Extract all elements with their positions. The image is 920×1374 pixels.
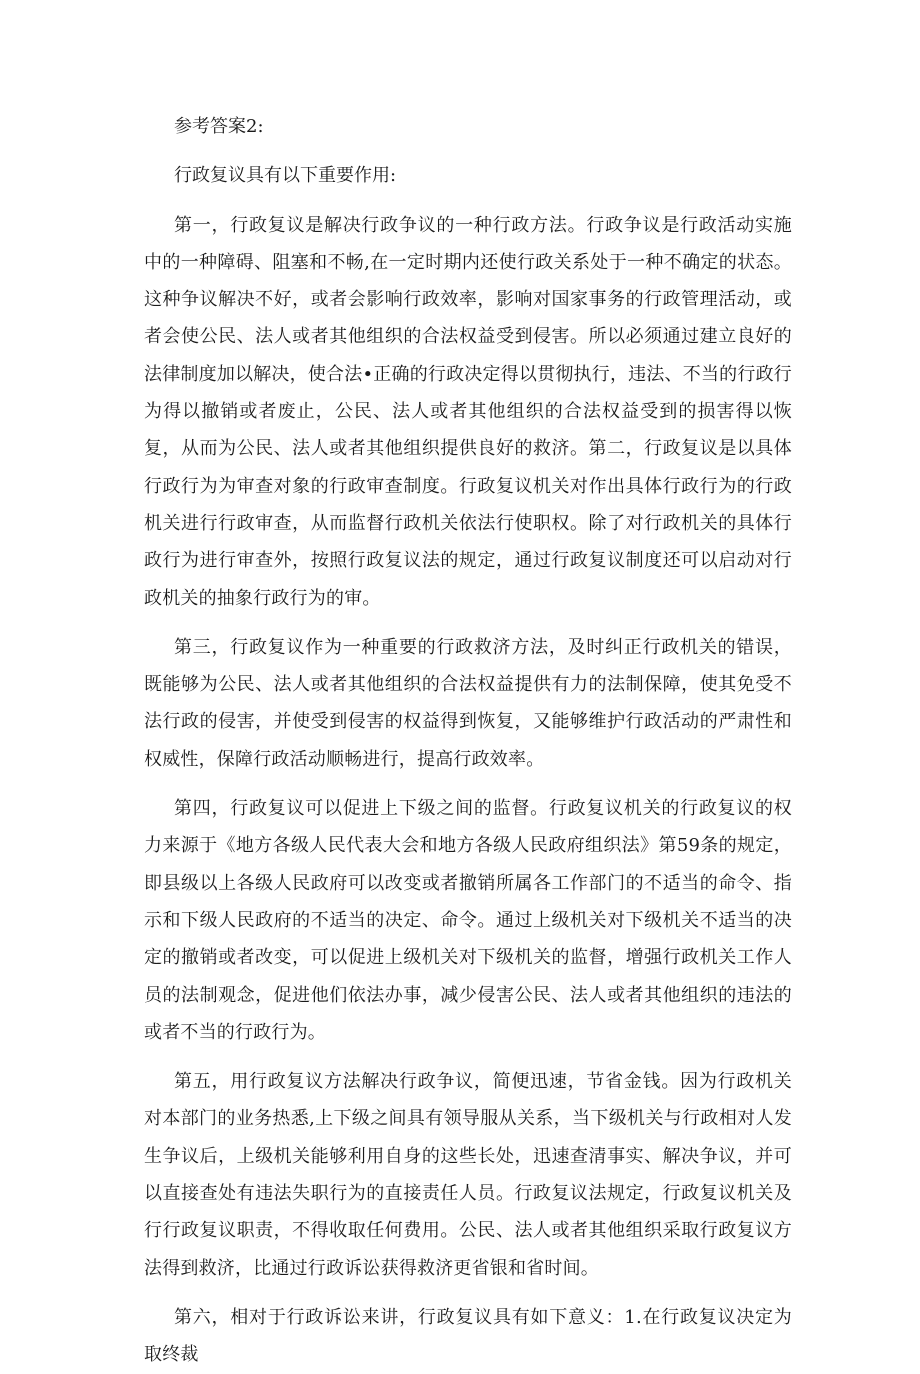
paragraph-5: 第六，相对于行政诉讼来讲，行政复议具有如下意义：1.在行政复议决定为取终裁 bbox=[144, 1306, 792, 1366]
paragraph-4: 第五，用行政复议方法解决行政争议，简便迅速，节省金钱。因为行政机关对本部门的业务热悉,上下级之间具有领导服从关系，当下级机关与行政相对人发生争议后，上级机关能够利用自身的这些长处，迅速查清事实、解决争议，并可以直接查处有违法失职行为的直接责任人员。行政复议法规定，行政复议机关及行行政复议职责，不得收取任何费用。公民、法人或者其他组织采取行政复议方法得到救济，比通过行政诉讼获得救济更省银和省时间。 bbox=[144, 1071, 792, 1279]
answer-heading: 参考答案2: bbox=[174, 116, 264, 137]
paragraph-2: 第三，行政复议作为一种重要的行政救济方法，及时纠正行政机关的错误，既能够为公民、法人或者其他组织的合法权益提供有力的法制保障，使其免受不法行政的侵害，并使受到侵害的权益得到恢复，又能够维护行政活动的严肃性和权威性，保障行政活动顺畅进行，提高行政效率。 bbox=[144, 636, 792, 770]
paragraph-3: 第四，行政复议可以促进上下级之间的监督。行政复议机关的行政复议的权力来源于《地方各级人民代表大会和地方各级人民政府组织法》第59条的规定，即县级以上各级人民政府可以改变或者撤销所属各工作部门的不适当的命令、指示和下级人民政府的不适当的决定、命令。通过上级机关对下级机关不适当的决定的撤销或者改变，可以促进上级机关对下级机关的监督，增强行政机关工作人员的法制观念，促进他们依法办事，减少侵害公民、法人或者其他组织的违法的或者不当的行政行为。 bbox=[144, 798, 792, 1043]
intro-line: 行政复议具有以下重要作用: bbox=[174, 165, 397, 187]
document-page bbox=[144, 108, 792, 1374]
paragraph-1: 第一，行政复议是解决行政争议的一种行政方法。行政争议是行政活动实施中的一种障碍、阻塞和不畅,在一定时期内还使行政关系处于一种不确定的状态。这种争议解决不好，或者会影响行政效率，影响对国家事务的行政管理活动，或者会使公民、法人或者其他组织的合法权益受到侵害。所以必须通过建立良好的法律制度加以解决，使合法•正确的行政决定得以贯彻执行，违法、不当的行政行为得以撤销或者废止，公民、法人或者其他组织的合法权益受到的损害得以恢复，从而为公民、法人或者其他组织提供良好的救济。第二，行政复议是以具体行政行为为审查对象的行政审查制度。行政复议机关对作出具体行政行为的行政机关进行行政审查，从而监督行政机关依法行使职权。除了对行政机关的具体行政行为进行审查外，按照行政复议法的规定，通过行政复议制度还可以启动对行政机关的抽象行政行为的审。 bbox=[144, 214, 792, 609]
